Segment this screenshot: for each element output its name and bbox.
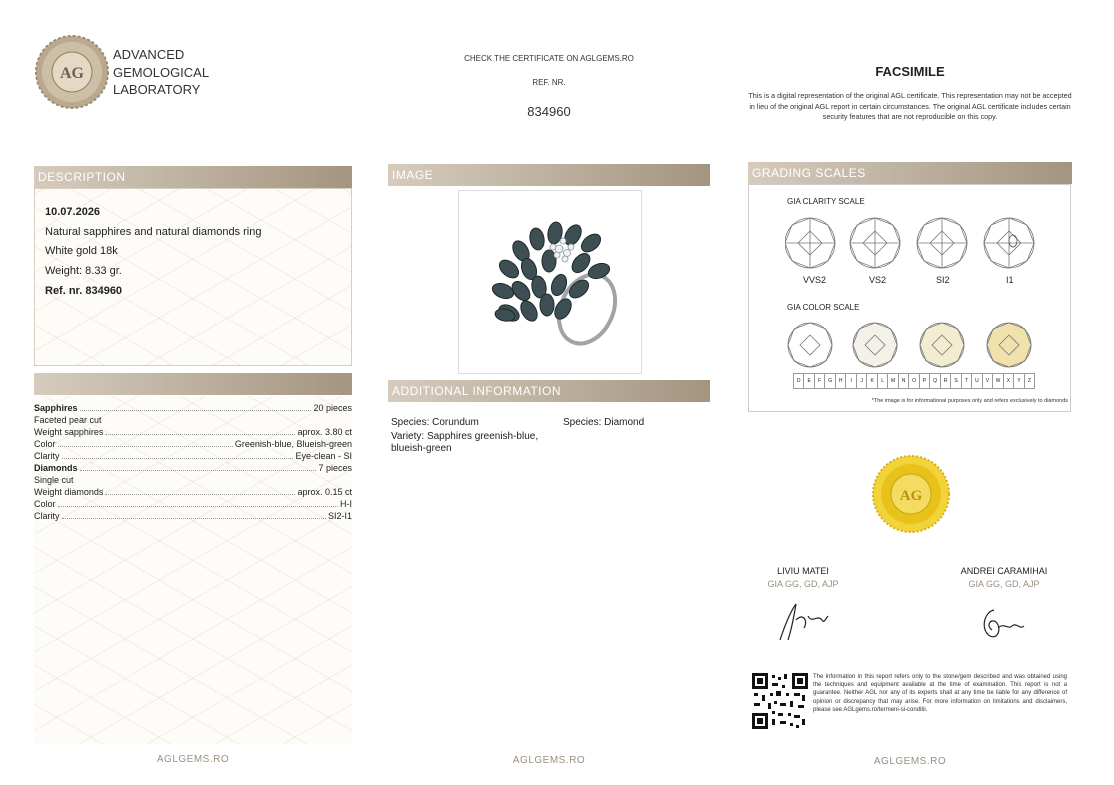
color-letter: E (804, 374, 814, 388)
species-corundum: Species: Corundum (391, 417, 479, 428)
description-header: DESCRIPTION (34, 166, 352, 188)
detail-row (34, 438, 352, 450)
additional-header: ADDITIONAL INFORMATION (388, 380, 710, 402)
color-letter: Z (1027, 378, 1031, 384)
color-letter: V (983, 374, 993, 388)
svg-text:AG: AG (60, 65, 84, 82)
agl-seal-logo (34, 34, 110, 110)
color-letter: L (878, 374, 888, 388)
qr-code[interactable] (752, 673, 808, 729)
detail-row (34, 486, 352, 498)
item-ref: Ref. nr. 834960 (45, 285, 123, 297)
ref-number: 834960 (527, 104, 571, 119)
certificate-date: 10.07.2026 (45, 206, 101, 218)
detail-row (34, 450, 352, 462)
detail-row (34, 402, 352, 414)
detail-value: Greenish-blue, Blueish-green (234, 439, 352, 449)
detail-row (34, 510, 352, 522)
color-letter: W (993, 374, 1003, 388)
clarity-diamonds (785, 215, 1045, 275)
grading-header: GRADING SCALES (748, 162, 1072, 184)
lab-name-line2: GEMOLOGICAL (113, 64, 210, 80)
detail-key: Sapphires (34, 403, 78, 413)
ref-label: REF. NR. (532, 78, 566, 87)
clarity-label-i1: I1 (1006, 275, 1014, 285)
detail-row (34, 498, 352, 510)
variety-sapphires: Variety: Sapphires greenish-blue, blueish-green (391, 431, 539, 454)
dot-leader (62, 510, 326, 519)
color-letter: J (857, 374, 867, 388)
lab-name-line3: LABORATORY (113, 82, 201, 97)
detail-row (34, 462, 352, 474)
item-weight: Weight: 8.33 gr. (45, 265, 122, 277)
detail-key: Diamonds (34, 463, 78, 473)
footer-link-3[interactable]: AGLGEMS.RO (873, 756, 947, 767)
color-letter: D (794, 374, 804, 388)
clarity-label-vs2: VS2 (869, 275, 887, 285)
signature-2-title: GIA GG, GD, AJP (968, 579, 1040, 589)
dot-leader (80, 402, 312, 411)
detail-key: Color (34, 499, 56, 509)
color-scale-title: GIA COLOR SCALE (787, 303, 860, 312)
signature-2-name: ANDREI CARAMIHAI (960, 566, 1048, 576)
footer-link-1[interactable]: AGLGEMS.RO (156, 754, 230, 765)
color-letter: Q (930, 374, 940, 388)
item-description: Natural sapphires and natural diamonds ring (45, 226, 262, 238)
metal-description: White gold 18k (45, 245, 118, 257)
grading-panel (748, 184, 1071, 412)
detail-value: H-I (340, 499, 352, 509)
detail-value: SI2-I1 (327, 511, 352, 521)
clarity-labels (785, 275, 1045, 287)
footer-link-2[interactable]: AGLGEMS.RO (512, 755, 586, 766)
image-header: IMAGE (388, 164, 710, 186)
color-letter: F (815, 374, 825, 388)
detail-row (34, 426, 352, 438)
detail-value: aprox. 0.15 ct (297, 487, 352, 497)
color-letter: T (962, 374, 972, 388)
color-letter: S (951, 374, 961, 388)
lab-name (113, 46, 209, 99)
color-letter: H (836, 374, 846, 388)
color-letter: O (909, 374, 919, 388)
color-letter: I (846, 374, 856, 388)
detail-key: Weight sapphires (34, 427, 104, 437)
clarity-label-si2: SI2 (936, 275, 950, 285)
grading-note: *The image is for informational purposes only and refers exclusively to diamonds (871, 398, 1068, 404)
detail-value: Eye-clean - SI (295, 451, 352, 461)
description-panel (34, 188, 352, 366)
detail-value: 7 pieces (318, 463, 352, 473)
dot-leader (80, 462, 317, 471)
signature-2-handwriting (976, 600, 1028, 644)
detail-key: Clarity (34, 451, 60, 461)
detail-row (34, 414, 352, 426)
color-letter: N (899, 374, 909, 388)
color-letter: K (867, 374, 877, 388)
lab-name-line1: ADVANCED (113, 47, 185, 62)
details-panel (34, 396, 352, 744)
color-diamonds (785, 319, 1045, 373)
clarity-scale-title: GIA CLARITY SCALE (787, 197, 865, 206)
detail-value: 20 pieces (313, 403, 352, 413)
svg-text:AG: AG (899, 488, 923, 504)
dot-leader (105, 426, 295, 435)
color-letter: Y (1014, 374, 1024, 388)
disclaimer-text: The information in this report refers only to the stone/gem described and was obtained using the techniques and equipment available at the time of examination. This report is not a guarantee. Neither AGL nor any of its experts shall at any time be liable for any difference of opinion or discrepancy that may arise. For more information on limitations and disclaimers, please see AGLgems.ro/termeni-si-conditii. (813, 674, 1067, 713)
color-letter: U (972, 374, 982, 388)
detail-key: Weight diamonds (34, 487, 104, 497)
gold-seal (872, 455, 950, 533)
species-diamond: Species: Diamond (563, 417, 645, 428)
color-letter: M (888, 374, 898, 388)
facsimile-note: This is a digital representation of the original AGL certificate. This representation may not be accepted in lieu of the original AGL report in certain circumstances. The original AGL certificate includes certain security features that are not reproducible on this copy. (748, 91, 1072, 121)
color-letter: R (941, 374, 951, 388)
detail-value: aprox. 3.80 ct (297, 427, 352, 437)
dot-leader (58, 438, 233, 447)
details-header (34, 373, 352, 395)
detail-key: Faceted pear cut (34, 415, 102, 425)
dot-leader (105, 486, 295, 495)
signature-1-name: LIVIU MATEI (777, 566, 829, 576)
details-list (34, 402, 352, 532)
detail-row (34, 474, 352, 486)
color-letter: G (825, 374, 835, 388)
ring-image (458, 190, 642, 374)
detail-key: Color (34, 439, 56, 449)
clarity-label-vvs2: VVS2 (803, 275, 827, 285)
facsimile-title: FACSIMILE (875, 64, 945, 79)
detail-key: Clarity (34, 511, 60, 521)
check-certificate-text: CHECK THE CERTIFICATE ON AGLGEMS.RO (464, 54, 634, 63)
signature-1-title: GIA GG, GD, AJP (767, 579, 839, 589)
color-letter-scale (793, 373, 1035, 389)
detail-key: Single cut (34, 475, 74, 485)
signature-1-handwriting (774, 598, 832, 646)
color-letter: P (920, 374, 930, 388)
dot-leader (62, 450, 294, 459)
color-letter: X (1004, 374, 1014, 388)
dot-leader (58, 498, 338, 507)
